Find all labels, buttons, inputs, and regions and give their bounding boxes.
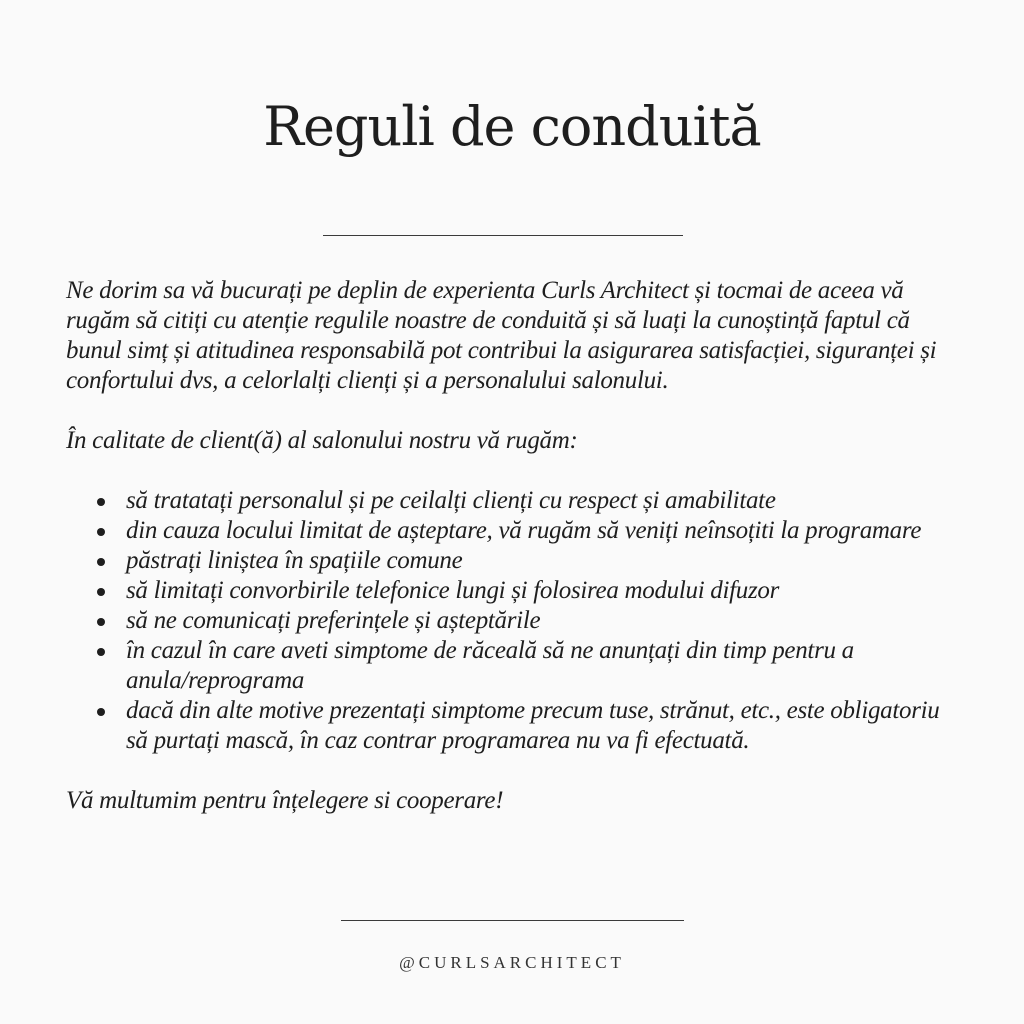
list-item bbox=[126, 576, 950, 606]
list-item bbox=[126, 516, 950, 546]
page-title: Reguli de conduită bbox=[263, 95, 761, 158]
bullet-icon bbox=[97, 588, 105, 596]
list-item bbox=[126, 696, 950, 756]
rule-text: să tratatați personalul și pe ceilalți clienți cu respect și amabilitate bbox=[126, 487, 776, 514]
social-handle: @CURLSARCHITECT bbox=[399, 953, 625, 972]
list-item bbox=[126, 486, 950, 516]
list-item bbox=[126, 546, 950, 576]
list-item bbox=[126, 606, 950, 636]
bullet-icon bbox=[97, 558, 105, 566]
rule-text: din cauza locului limitat de așteptare, vă rugăm să veniți neînsoțiti la programare bbox=[126, 517, 922, 544]
bullet-icon bbox=[97, 528, 105, 536]
rules-list bbox=[66, 486, 950, 756]
intro-paragraph: Ne dorim sa vă bucurați pe deplin de experienta Curls Architect și tocmai de aceea vă rugăm să citiți cu atenție regulile noastre de conduită și să luați la cunoștință faptul că bunul simț și atitudinea responsabilă pot contribui la asigurarea satisfacției, siguranței și confortului dvs, a celorlalți clienți și a personalului salonului. bbox=[66, 277, 937, 394]
bullet-icon bbox=[97, 708, 105, 716]
bullet-icon bbox=[97, 648, 105, 656]
rule-text: păstrați liniștea în spațiile comune bbox=[126, 547, 463, 574]
closing-line: Vă multumim pentru înțelegere si cooperare! bbox=[66, 787, 504, 814]
list-item bbox=[126, 636, 950, 696]
rule-text: dacă din alte motive prezentați simptome precum tuse, strănut, etc., este obligatoriu să purtați mască, în caz contrar programarea nu va fi efectuată. bbox=[126, 697, 940, 754]
rule-text: în cazul în care aveti simptome de răceală să ne anunțați din timp pentru a anula/reprograma bbox=[126, 637, 854, 694]
top-divider bbox=[323, 235, 683, 236]
content-body bbox=[66, 276, 950, 816]
rule-text: să ne comunicați preferințele și așteptările bbox=[126, 607, 541, 634]
bullet-icon bbox=[97, 498, 105, 506]
bottom-divider bbox=[341, 920, 684, 921]
bullet-icon bbox=[97, 618, 105, 626]
rule-text: să limitați convorbirile telefonice lungi și folosirea modului difuzor bbox=[126, 577, 780, 604]
list-lead-in: În calitate de client(ă) al salonului nostru vă rugăm: bbox=[66, 427, 578, 454]
